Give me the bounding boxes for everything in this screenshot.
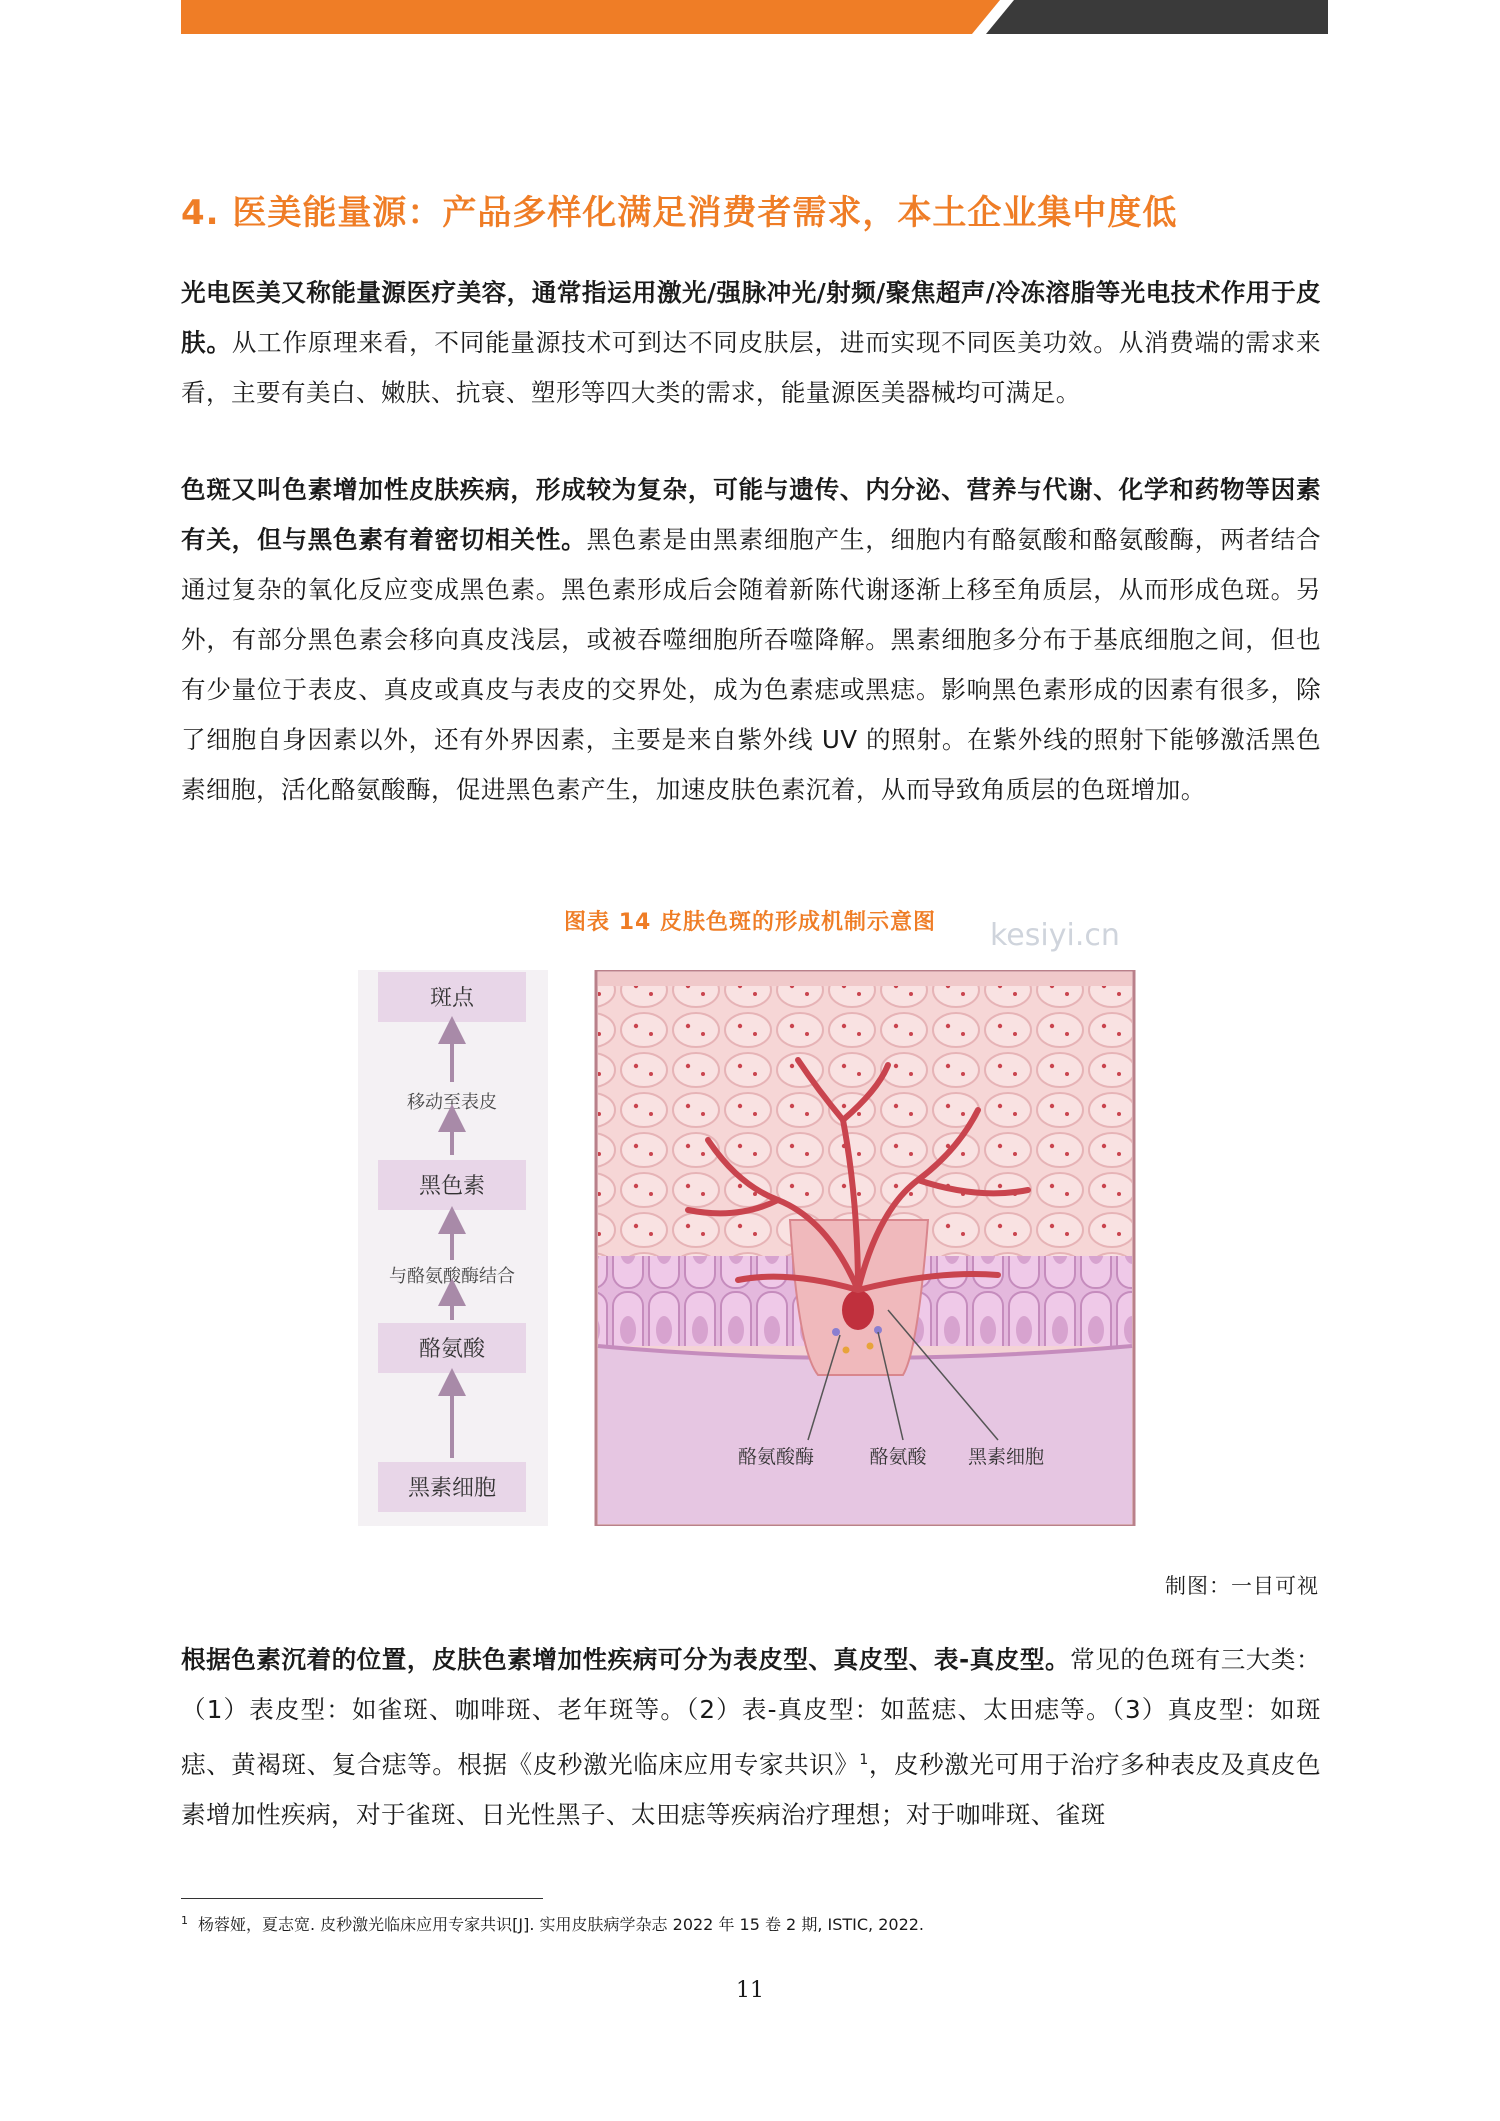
flow-arrow-label: 与酪氨酸酶结合 bbox=[389, 1266, 515, 1287]
paragraph-lead-bold: 光电医美又称能量源医疗美容，通常指运用激光/强脉冲光/射频/聚焦超声/冷冻溶脂等光电技术作用于皮肤。 bbox=[181, 278, 1321, 357]
footnote-ref[interactable]: 1 bbox=[859, 1752, 869, 1768]
figure-credit: 制图：一目可视 bbox=[1165, 1574, 1319, 1598]
flow-box-label: 黑素细胞 bbox=[407, 1476, 497, 1501]
page-number: 11 bbox=[736, 1978, 764, 2003]
footnote-number: 1 bbox=[181, 1913, 188, 1927]
flow-box-label: 黑色素 bbox=[418, 1174, 486, 1199]
flow-box-melanocyte bbox=[378, 1462, 526, 1512]
flow-box-melanin bbox=[378, 1160, 526, 1210]
flow-box-label: 酪氨酸 bbox=[418, 1337, 486, 1362]
watermark: kesiyi.cn bbox=[990, 918, 1120, 953]
figure-label-tyrosinase: 酪氨酸酶 bbox=[737, 1446, 815, 1468]
paragraph-body-cont: ，皮秒激光可用于治疗多种表皮及真皮色素增加性疾病，对于雀斑、日光性黑子、太田痣等疾病治疗理想；对于咖啡斑、雀斑 bbox=[181, 1750, 1321, 1830]
figure-label-melanocyte: 黑素细胞 bbox=[967, 1446, 1045, 1468]
section-heading: 4. 医美能量源：产品多样化满足消费者需求，本土企业集中度低 bbox=[181, 193, 1178, 233]
flow-box-tyrosine bbox=[378, 1323, 526, 1373]
paragraph-body: 常见的色斑有三大类：（1）表皮型：如雀斑、咖啡斑、老年斑等。（2）表-真皮型：如蓝痣、太田痣等。（3）真皮型：如斑痣、黄褐斑、复合痣等。根据《皮秒激光临床应用专家共识》 bbox=[181, 1645, 1321, 1780]
footnote bbox=[181, 1912, 924, 1935]
figure-caption: 图表 14 皮肤色斑的形成机制示意图 bbox=[564, 910, 936, 935]
paragraph-lead-bold: 色斑又叫色素增加性皮肤疾病，形成较为复杂，可能与遗传、内分泌、营养与代谢、化学和药物等因素有关，但与黑色素有着密切相关性。 bbox=[181, 475, 1321, 554]
flow-box-spot bbox=[378, 972, 526, 1022]
flow-arrow-label: 移动至表皮 bbox=[407, 1092, 497, 1113]
paragraph-pigmentation bbox=[181, 465, 1321, 815]
paragraph-energy-source bbox=[181, 268, 1321, 418]
paragraph-classification bbox=[181, 1635, 1321, 1840]
paragraph-body: 黑色素是由黑素细胞产生，细胞内有酪氨酸和酪氨酸酶，两者结合通过复杂的氧化反应变成黑色素。黑色素形成后会随着新陈代谢逐渐上移至角质层，从而形成色斑。另外，有部分黑色素会移向真皮浅层，或被吞噬细胞所吞噬降解。黑素细胞多分布于基底细胞之间，但也有少量位于表皮、真皮或真皮与表皮的交界处，成为色素痣或黑痣。影响黑色素形成的因素有很多，除了细胞自身因素以外，还有外界因素，主要是来自紫外线 UV 的照射。在紫外线的照射下能够激活黑色素细胞，活化酪氨酸酶，促进黑色素产生，加速皮肤色素沉着，从而导致角质层的色斑增加。 bbox=[181, 525, 1321, 804]
footnote-text: 杨蓉娅，夏志宽. 皮秒激光临床应用专家共识[J]. 实用皮肤病学杂志 2022 年 15 卷 2 期, ISTIC, 2022. bbox=[198, 1915, 925, 1934]
footnote-divider bbox=[181, 1898, 543, 1899]
skin-cross-section bbox=[596, 970, 1134, 1526]
header-accent-bar bbox=[0, 0, 1500, 34]
skin-mechanism-figure bbox=[358, 970, 1138, 1526]
flow-box-label: 斑点 bbox=[429, 986, 475, 1011]
paragraph-lead-bold: 根据色素沉着的位置，皮肤色素增加性疾病可分为表皮型、真皮型、表-真皮型。 bbox=[181, 1645, 1071, 1674]
figure-label-tyrosine: 酪氨酸 bbox=[869, 1446, 927, 1468]
paragraph-body: 从工作原理来看，不同能量源技术可到达不同皮肤层，进而实现不同医美功效。从消费端的需求来看，主要有美白、嫩肤、抗衰、塑形等四大类的需求，能量源医美器械均可满足。 bbox=[181, 328, 1321, 407]
